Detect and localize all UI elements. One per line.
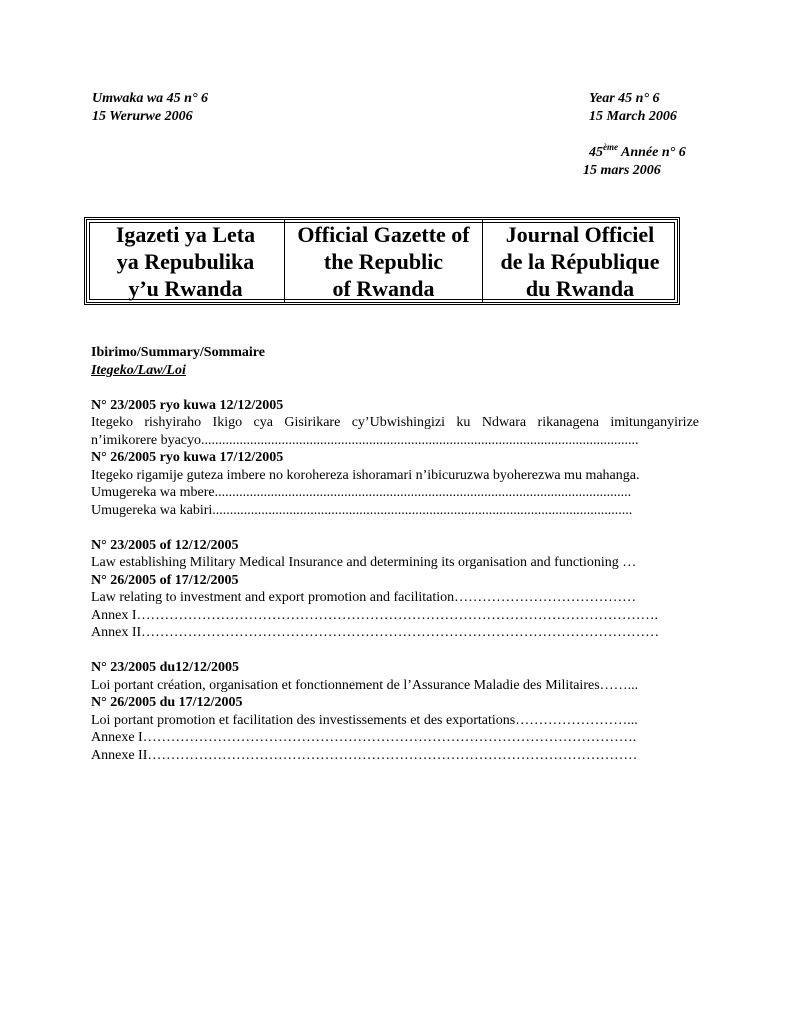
annex-entry: Annexe I……………………………………………………………………………………………. bbox=[91, 730, 637, 745]
law-title: N° 26/2005 of 17/12/2005 bbox=[91, 572, 239, 588]
annex-entry: Annex II………………………………………………………………………………………………… bbox=[91, 625, 660, 640]
annex-entry: Umugereka wa kabiri........................................................................................................................ bbox=[91, 502, 633, 518]
issue-date-french: 15 mars 2006 bbox=[583, 163, 661, 178]
year-superscript: ème bbox=[603, 142, 618, 152]
annex-entry: Umugereka wa mbere....................................................................................................................... bbox=[91, 485, 632, 500]
masthead-line: Official Gazette of bbox=[297, 221, 470, 247]
gazette-masthead bbox=[84, 217, 680, 305]
year-number: 45 bbox=[589, 145, 603, 160]
masthead-line: du Rwanda bbox=[525, 275, 635, 301]
masthead-english bbox=[285, 220, 483, 302]
law-title: N° 23/2005 of 12/12/2005 bbox=[91, 537, 239, 553]
law-title: N° 26/2005 ryo kuwa 17/12/2005 bbox=[91, 450, 284, 465]
law-title: N° 23/2005 du12/12/2005 bbox=[91, 660, 239, 675]
law-description: Itegeko rishyiraho Ikigo cya Gisirikare cy’Ubwishingizi ku Ndwara rikanagena imitunganyirize bbox=[91, 415, 699, 430]
masthead-line: the Republic bbox=[323, 248, 444, 274]
masthead-line: Igazeti ya Leta bbox=[115, 221, 256, 247]
law-description: Loi portant promotion et facilitation des investissements et des exportations……………………... bbox=[91, 712, 638, 728]
law-title: N° 23/2005 ryo kuwa 12/12/2005 bbox=[91, 397, 284, 413]
law-description: Law establishing Military Medical Insurance and determining its organisation and functioning … bbox=[91, 555, 637, 570]
annex-entry: Annexe II…………………………………………………………………………………………… bbox=[91, 747, 638, 763]
law-title: N° 26/2005 du 17/12/2005 bbox=[91, 695, 243, 710]
masthead-line: y’u Rwanda bbox=[128, 275, 243, 301]
header-left bbox=[92, 90, 208, 126]
masthead-line: of Rwanda bbox=[332, 275, 435, 301]
issue-date-english: 15 March 2006 bbox=[589, 109, 677, 124]
masthead-line: de la République bbox=[500, 248, 660, 274]
year-rest: Année n° 6 bbox=[618, 145, 686, 160]
issue-number-english: Year 45 n° 6 bbox=[589, 91, 660, 106]
issue-number-kinyarwanda: Umwaka wa 45 n° 6 bbox=[92, 91, 209, 106]
issue-number-french bbox=[587, 144, 686, 162]
law-description: Loi portant création, organisation et fonctionnement de l’Assurance Maladie des Militaires……... bbox=[91, 677, 639, 693]
summary-subheading: Itegeko/Law/Loi bbox=[91, 362, 186, 378]
law-description: Itegeko rigamije guteza imbere no korohereza ishoramari n’ibicuruzwa byoherezwa mu mahanga. bbox=[91, 467, 640, 483]
law-description: Law relating to investment and export promotion and facilitation………………………………… bbox=[91, 590, 637, 605]
summary-section bbox=[91, 344, 699, 764]
law-description-continued: n’imikorere byacyo............................................................................................................................. bbox=[91, 432, 639, 448]
header-french bbox=[583, 142, 686, 180]
issue-date-kinyarwanda: 15 Werurwe 2006 bbox=[92, 109, 193, 124]
masthead-french bbox=[483, 220, 677, 302]
header-right bbox=[589, 90, 677, 126]
summary-heading: Ibirimo/Summary/Sommaire bbox=[91, 345, 265, 360]
masthead-line: ya Repubulika bbox=[116, 248, 255, 274]
annex-entry: Annex I…………………………………………………………………………………………………. bbox=[91, 607, 658, 623]
masthead-kinyarwanda bbox=[87, 220, 285, 302]
masthead-line: Journal Officiel bbox=[505, 221, 655, 247]
